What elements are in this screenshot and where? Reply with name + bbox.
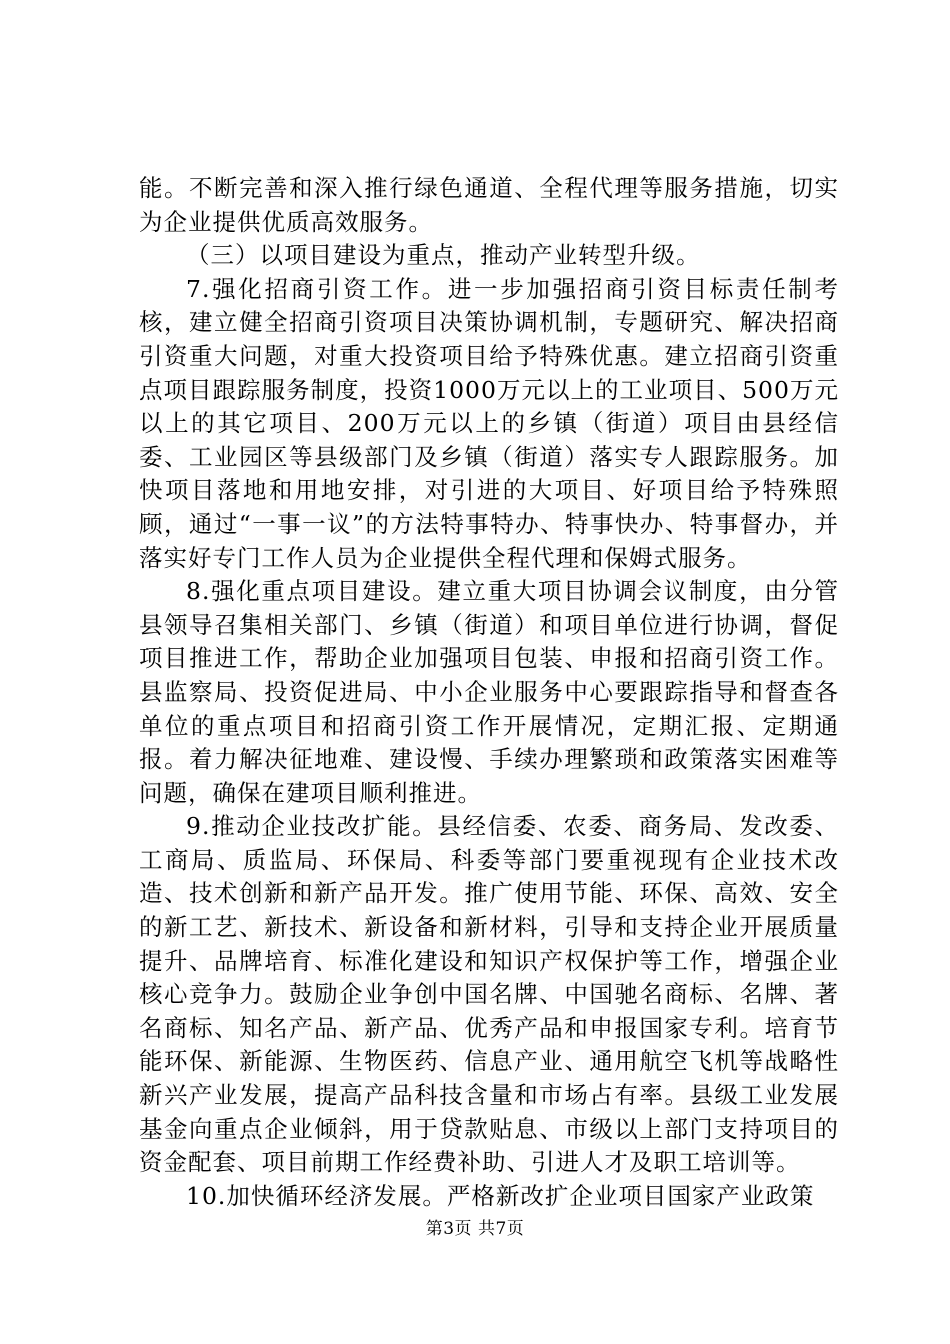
paragraph-item-10: 10.加快循环经济发展。严格新改扩企业项目国家产业政策 xyxy=(186,1181,815,1210)
paragraph-continuation: 能。不断完善和深入推行绿色通道、全程代理等服务措施，切实为企业提供优质高效服务。 xyxy=(139,174,839,236)
paragraph-item-8: 8.强化重点项目建设。建立重大项目协调会议制度，由分管县领导召集相关部门、乡镇（街道）和项目单位进行协调，督促项目推进工作，帮助企业加强项目包装、申报和招商引资工作。县监察局、投资促进局、中小企业服务中心要跟踪指导和督查各单位的重点项目和招商引资工作开展情况，定期汇报、定期通报。着力解决征地难、建设慢、手续办理繁琐和政策落实困难等问题，确保在建项目顺利推进。 xyxy=(139,577,839,807)
document-body xyxy=(139,172,839,1213)
page-footer: 第3页 共7页 xyxy=(425,1219,525,1239)
paragraph-item-9: 9.推动企业技改扩能。县经信委、农委、商务局、发改委、工商局、质监局、环保局、科委等部门要重视现有企业技术改造、技术创新和新产品开发。推广使用节能、环保、高效、安全的新工艺、新技术、新设备和新材料，引导和支持企业开展质量提升、品牌培育、标准化建设和知识产权保护等工作，增强企业核心竞争力。鼓励企业争创中国名牌、中国驰名商标、名牌、著名商标、知名产品、新产品、优秀产品和申报国家专利。培育节能环保、新能源、生物医药、信息产业、通用航空飞机等战略性新兴产业发展，提高产品科技含量和市场占有率。县级工业发展基金向重点企业倾斜，用于贷款贴息、市级以上部门支持项目的资金配套、项目前期工作经费补助、引进人才及职工培训等。 xyxy=(139,812,839,1177)
paragraph-item-7: 7.强化招商引资工作。进一步加强招商引资目标责任制考核，建立健全招商引资项目决策协调机制，专题研究、解决招商引资重大问题，对重大投资项目给予特殊优惠。建立招商引资重点项目跟踪服务制度，投资1000万元以上的工业项目、500万元以上的其它项目、200万元以上的乡镇（街道）项目由县经信委、工业园区等县级部门及乡镇（街道）落实专人跟踪服务。加快项目落地和用地安排，对引进的大项目、好项目给予特殊照顾，通过“一事一议”的方法特事特办、特事快办、特事督办，并落实好专门工作人员为企业提供全程代理和保姆式服务。 xyxy=(139,274,839,572)
section-heading: （三）以项目建设为重点，推动产业转型升级。 xyxy=(186,241,701,270)
